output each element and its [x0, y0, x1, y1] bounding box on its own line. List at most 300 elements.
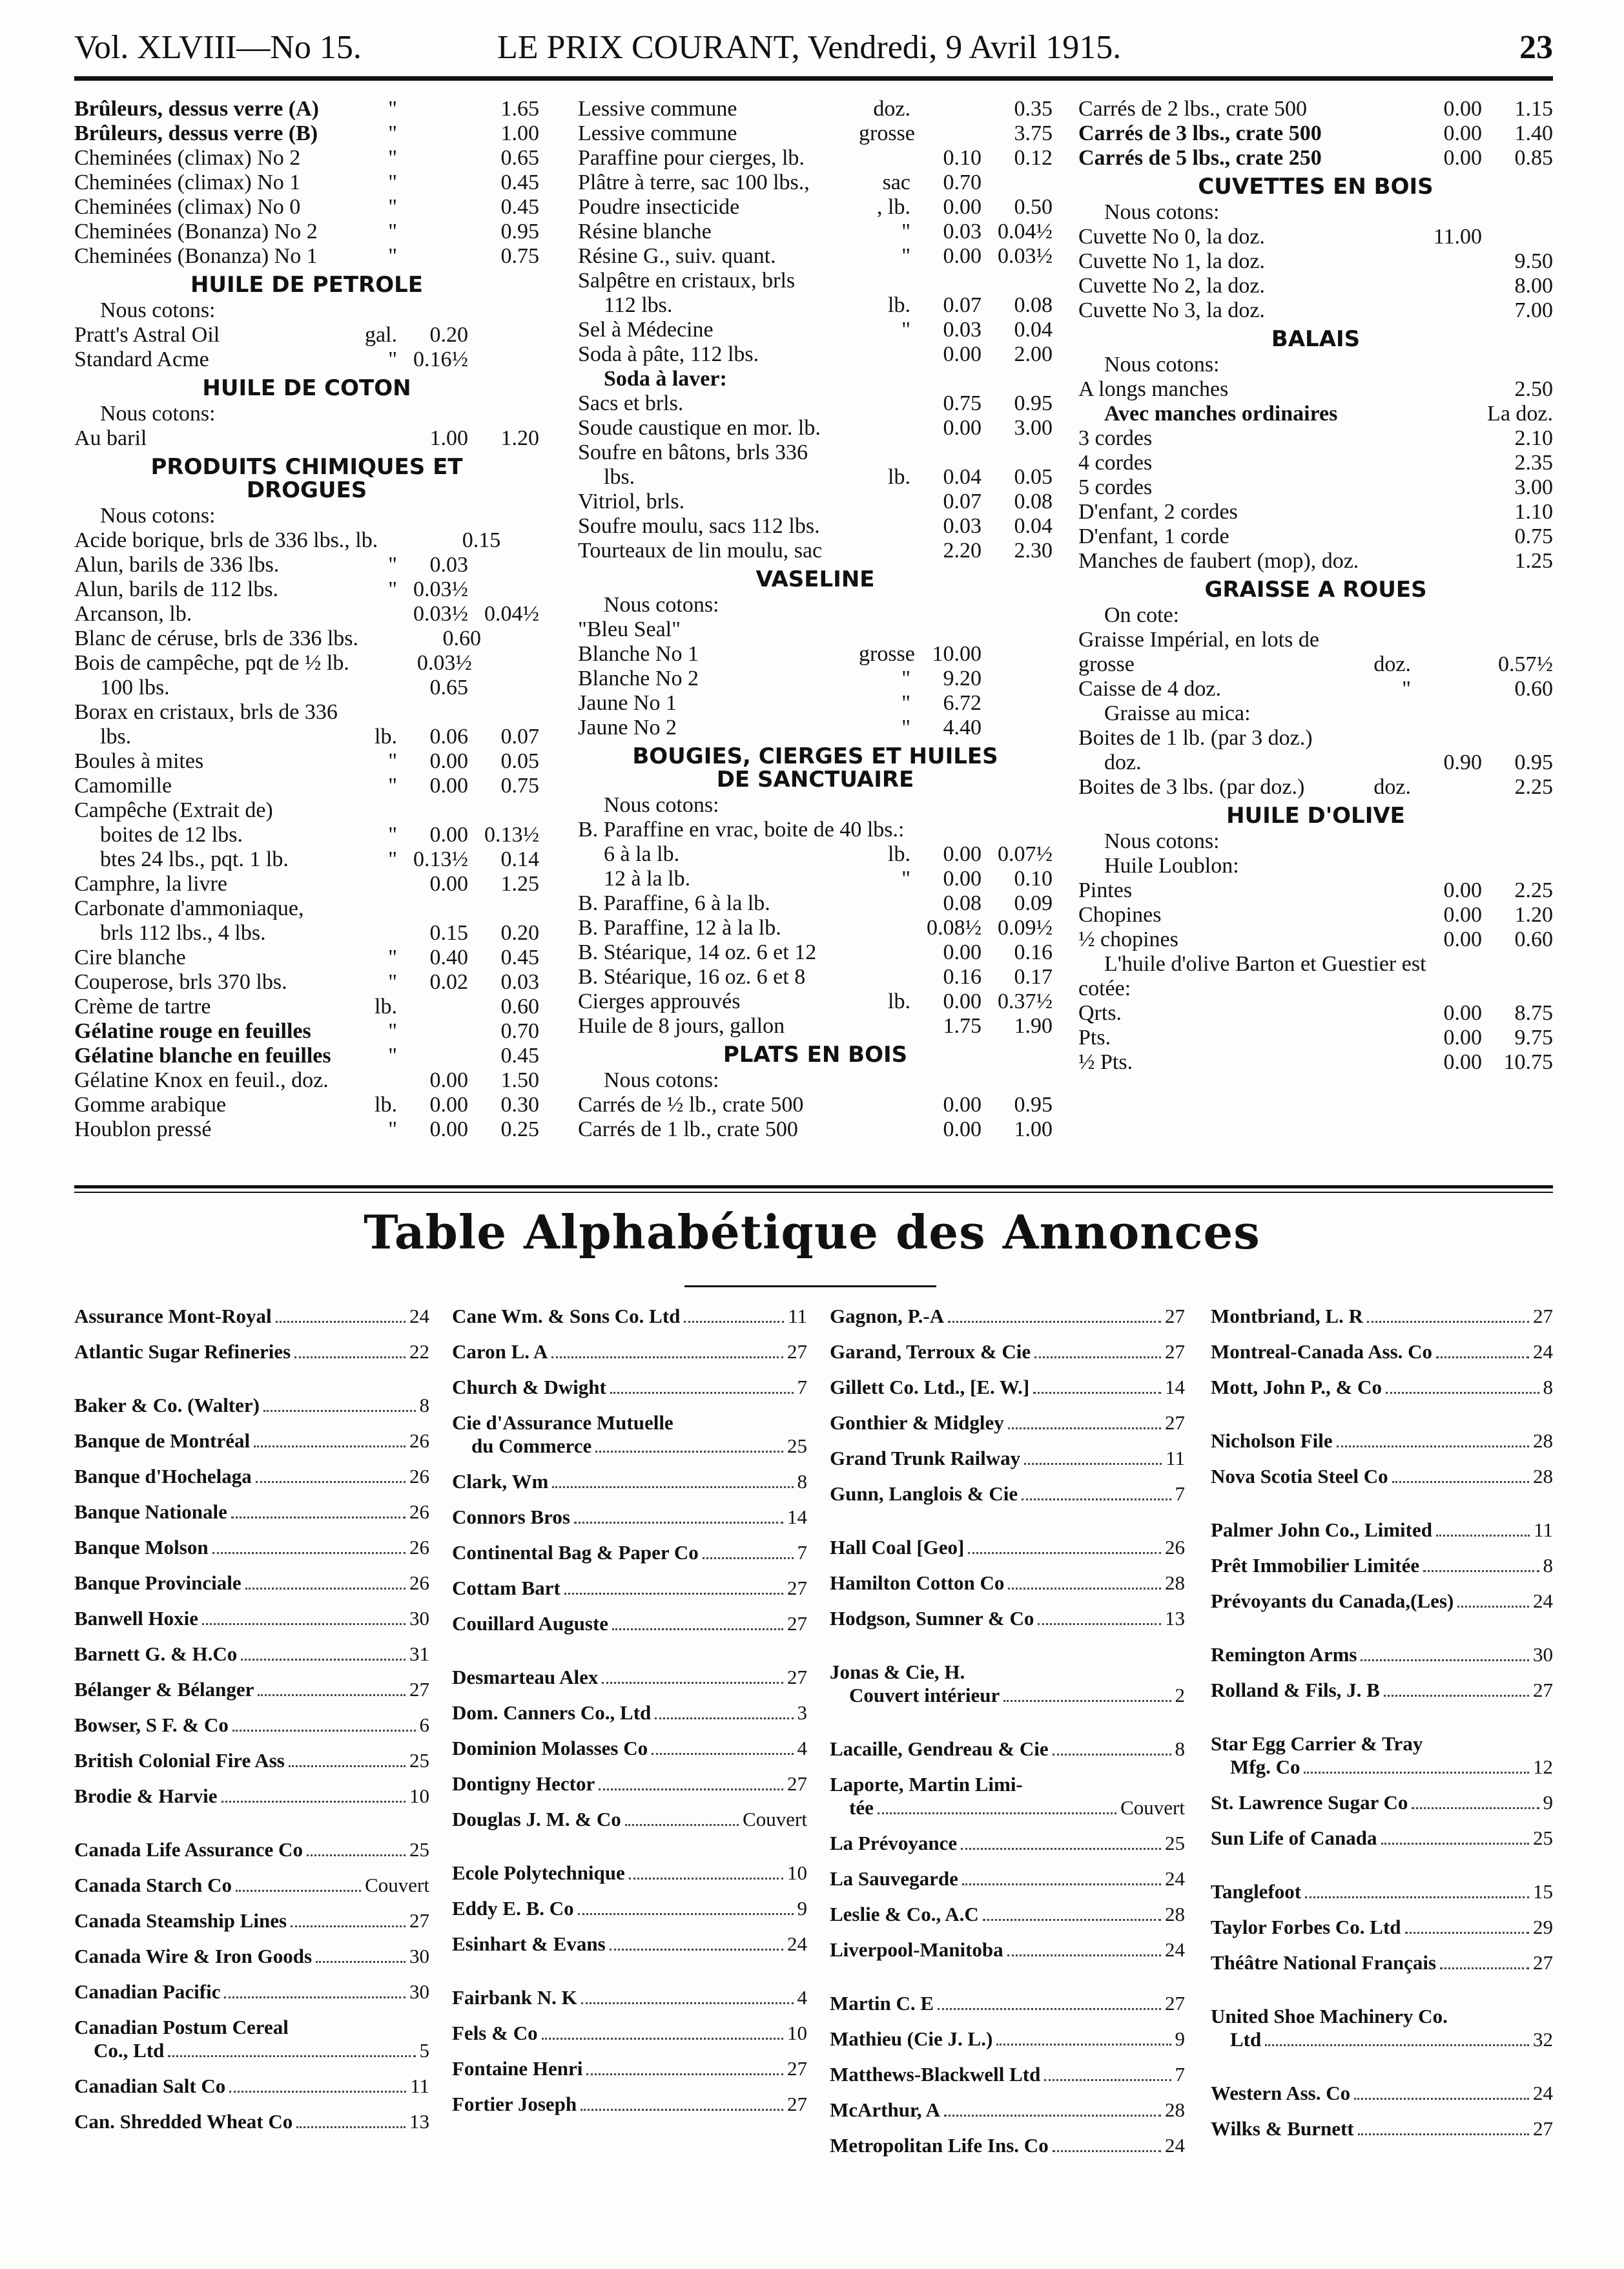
page-ref: 24	[1533, 2082, 1553, 2104]
price-row	[1078, 652, 1553, 677]
item-name: 12 à la lb.	[604, 867, 691, 891]
leader-dots	[1003, 1700, 1171, 1702]
leader-dots	[236, 1890, 361, 1892]
advertiser-name: St. Lawrence Sugar Co	[1211, 1791, 1408, 1814]
page-ref: 27	[787, 2057, 807, 2080]
index-entry	[74, 1394, 429, 1417]
leader-dots	[944, 2115, 1161, 2117]
price-high: 0.65	[500, 146, 539, 170]
price-high: 0.08	[1014, 490, 1053, 513]
page-ref: 28	[1165, 1903, 1185, 1925]
price-low: 0.00	[1443, 146, 1482, 170]
item-name: Acide borique, brls de 336 lbs., lb.	[74, 528, 378, 552]
price-high: 0.75	[500, 244, 539, 268]
advertiser-name: Taylor Forbes Co. Ltd	[1211, 1916, 1401, 1938]
index-entry	[830, 1607, 1185, 1630]
price-high: 10.75	[1503, 1050, 1553, 1074]
leader-dots	[1008, 1427, 1161, 1429]
item-unit: "	[388, 553, 397, 577]
leader-dots	[1053, 2150, 1161, 2152]
item-name: Résine blanche	[578, 220, 712, 243]
page-ref: 30	[1533, 1643, 1553, 1666]
page-ref: Couvert	[1120, 1796, 1185, 1819]
price-low: 0.00	[943, 1093, 982, 1117]
index-entry	[74, 1500, 429, 1524]
price-row	[578, 691, 1053, 716]
leader-dots	[294, 1356, 406, 1358]
advertiser-name: Banque Nationale	[74, 1500, 227, 1523]
index-gap	[1211, 1500, 1553, 1518]
index-title: Table Alphabétique des Annonces	[364, 1205, 1260, 1259]
index-entry	[74, 1980, 429, 2004]
advertiser-name: Banque Molson	[74, 1536, 209, 1559]
price-row	[1078, 451, 1553, 475]
advertiser-name-cont: Mfg. Co	[1230, 1756, 1300, 1778]
advertiser-name-cont: du Commerce	[471, 1435, 592, 1457]
index-entry-line	[830, 1796, 1185, 1819]
leader-dots	[703, 1557, 794, 1559]
leader-dots	[625, 1824, 739, 1826]
leader-dots	[581, 2109, 783, 2111]
item-name: Pintes	[1078, 878, 1133, 902]
index-entry	[830, 1376, 1185, 1399]
item-name: 3 cordes	[1078, 426, 1153, 450]
item-name: doz.	[1104, 751, 1142, 774]
item-name: Graisse Impérial, en lots de	[1078, 628, 1319, 652]
leader-dots	[652, 1753, 793, 1755]
item-name: Standard Acme	[74, 347, 209, 371]
price-row	[74, 1068, 539, 1093]
leader-dots	[212, 1552, 406, 1554]
index-gap	[1211, 1625, 1553, 1643]
price-high: 0.30	[500, 1093, 539, 1117]
index-entry	[1211, 1679, 1553, 1702]
price-low: 0.15	[429, 921, 468, 945]
leader-dots	[574, 1522, 783, 1524]
item-unit: lb.	[888, 293, 910, 317]
index-entry	[452, 1808, 807, 1831]
index-entry	[74, 1429, 429, 1453]
item-unit: "	[388, 97, 397, 121]
leader-dots	[221, 1801, 406, 1803]
price-row	[74, 323, 539, 347]
price-low: 0.60	[442, 627, 481, 650]
price-row	[74, 577, 539, 602]
leader-dots	[602, 1682, 783, 1684]
price-row	[578, 842, 1053, 867]
item-name: Soda à laver:	[604, 367, 727, 391]
item-name: Gélatine blanche en feuilles	[74, 1044, 331, 1068]
advertiser-name: Mathieu (Cie J. L.)	[830, 2027, 993, 2050]
advertiser-name: Brodie & Harvie	[74, 1785, 218, 1807]
index-entry	[1211, 2005, 1553, 2051]
page-ref: 8	[797, 1470, 807, 1493]
price-row	[1078, 298, 1553, 323]
page-ref: 15	[1533, 1880, 1553, 1903]
price-high: 0.04½	[484, 602, 539, 626]
item-unit: grosse	[859, 642, 915, 666]
item-unit: "	[901, 667, 910, 690]
price-row	[1078, 775, 1553, 800]
item-name: Jaune No 1	[578, 691, 677, 715]
item-name: Blanche No 1	[578, 642, 699, 666]
page-ref: 24	[1165, 1938, 1185, 1961]
index-entry	[74, 1785, 429, 1808]
item-name: Cuvette No 1, la doz.	[1078, 249, 1265, 273]
price-high: 0.85	[1514, 146, 1553, 170]
advertiser-name: Continental Bag & Paper Co	[452, 1541, 699, 1564]
item-name: Blanche No 2	[578, 667, 699, 690]
page-ref: 30	[409, 1980, 429, 2003]
price-row	[74, 553, 539, 577]
index-entry	[452, 1340, 807, 1363]
index-entry	[830, 2063, 1185, 2086]
index-entry	[452, 1612, 807, 1635]
price-low: 0.03½	[416, 651, 472, 675]
advertiser-name: United Shoe Machinery Co.	[1211, 2005, 1448, 2027]
item-name: Couperose, brls 370 lbs.	[74, 970, 287, 994]
item-name: Carrés de ½ lb., crate 500	[578, 1093, 804, 1117]
item-name: Poudre insecticide	[578, 195, 740, 219]
advertiser-name: Mott, John P., & Co	[1211, 1376, 1382, 1398]
page-ref: 27	[1533, 1679, 1553, 1701]
index-entry	[830, 1832, 1185, 1855]
leader-dots	[996, 2044, 1171, 2046]
item-unit: "	[388, 970, 397, 994]
price-high: 1.65	[500, 97, 539, 121]
price-row	[74, 749, 539, 774]
page-ref: 27	[787, 1612, 807, 1635]
price-row	[74, 970, 539, 995]
price-high: 9.75	[1514, 1026, 1553, 1050]
page-ref: 24	[1533, 1340, 1553, 1363]
price-low: 0.00	[1443, 97, 1482, 121]
page-ref: 27	[409, 1678, 429, 1701]
index-entry	[452, 1861, 807, 1885]
page-ref: 26	[409, 1536, 429, 1559]
advertiser-name: Remington Arms	[1211, 1643, 1357, 1666]
leader-dots	[610, 1949, 783, 1951]
index-entry	[74, 1305, 429, 1328]
item-name: Blanc de céruse, brls de 336 lbs.	[74, 627, 358, 650]
price-row	[74, 1044, 539, 1068]
price-high: 0.03	[500, 970, 539, 994]
price-high: 0.09	[1014, 891, 1053, 915]
advertiser-name: Prêt Immobilier Limitée	[1211, 1554, 1420, 1577]
advertiser-name: Martin C. E	[830, 1992, 934, 2015]
item-name: 112 lbs.	[604, 293, 673, 317]
index-entry	[452, 1772, 807, 1796]
index-entry	[452, 1986, 807, 2009]
item-name: 100 lbs.	[100, 676, 170, 699]
price-low: 0.00	[943, 940, 982, 964]
subheading-note: Nous cotons:	[100, 298, 216, 322]
price-high: 3.75	[1014, 121, 1053, 145]
index-entry	[830, 1305, 1185, 1328]
item-unit: "	[901, 867, 910, 891]
leader-dots	[655, 1717, 793, 1719]
page-ref: 10	[787, 2022, 807, 2044]
advertiser-name: Canada Starch Co	[74, 1874, 232, 1896]
item-name: Cheminées (Bonanza) No 2	[74, 220, 318, 243]
price-high: 2.30	[1014, 539, 1053, 563]
page-ref: 26	[409, 1571, 429, 1594]
page-ref: 10	[787, 1861, 807, 1884]
index-entry	[830, 2134, 1185, 2157]
advertiser-name: Atlantic Sugar Refineries	[74, 1340, 291, 1363]
index-entry	[830, 1340, 1185, 1363]
item-name: D'enfant, 2 cordes	[1078, 500, 1238, 524]
price-low: 0.13½	[413, 847, 468, 871]
index-entry	[1211, 1827, 1553, 1850]
item-name: Résine G., suiv. quant.	[578, 244, 776, 268]
advertiser-name-cont: Co., Ltd	[94, 2039, 165, 2062]
price-high: 0.60	[1514, 927, 1553, 951]
index-entry	[1211, 1791, 1553, 1814]
advertiser-name: Caron L. A	[452, 1340, 548, 1363]
leader-dots	[1304, 1772, 1529, 1774]
item-name: Soufre moulu, sacs 112 lbs.	[578, 514, 820, 538]
price-low: 0.00	[1443, 927, 1482, 951]
item-name: Borax en cristaux, brls de 336	[74, 700, 338, 724]
index-entry	[830, 1536, 1185, 1559]
price-row	[1078, 903, 1553, 927]
price-row	[578, 367, 1053, 391]
advertiser-name: Palmer John Co., Limited	[1211, 1518, 1432, 1541]
item-name: Sel à Médecine	[578, 318, 714, 342]
item-unit: "	[388, 220, 397, 243]
price-low: 0.02	[429, 970, 468, 994]
price-low: 1.00	[429, 426, 468, 450]
price-high: 2.25	[1514, 775, 1553, 799]
price-low: 1.75	[943, 1014, 982, 1038]
leader-dots	[258, 1694, 406, 1696]
price-row	[74, 220, 539, 244]
price-low: 0.90	[1443, 751, 1482, 774]
advertiser-name: Dom. Canners Co., Ltd	[452, 1701, 652, 1724]
price-row	[1078, 977, 1553, 1001]
page-ref: 28	[1165, 2098, 1185, 2121]
subheading-note: Nous cotons:	[604, 593, 719, 617]
leader-dots	[542, 2038, 783, 2040]
price-high: 0.07½	[998, 842, 1053, 866]
leader-dots	[938, 2008, 1161, 2010]
advertiser-name: Hodgson, Sumner & Co	[830, 1607, 1034, 1630]
price-row	[74, 921, 539, 946]
item-name: Houblon pressé	[74, 1117, 212, 1141]
price-column-2	[578, 97, 1053, 1142]
item-name: Lessive commune	[578, 97, 737, 121]
advertiser-name-cont: tée	[849, 1796, 874, 1819]
price-row	[1078, 225, 1553, 249]
price-row	[74, 774, 539, 798]
leader-dots	[983, 1919, 1161, 1921]
price-row	[578, 1014, 1053, 1039]
index-entry	[74, 1536, 429, 1559]
item-name: Camphre, la livre	[74, 872, 227, 896]
index-entry	[1211, 1554, 1553, 1577]
item-name: Cheminées (climax) No 2	[74, 146, 301, 170]
item-unit: "	[388, 146, 397, 170]
price-high: 0.03½	[998, 244, 1053, 268]
item-name: Paraffine pour cierges, lb.	[578, 146, 805, 170]
item-name: Cheminées (Bonanza) No 1	[74, 244, 318, 268]
price-row	[578, 121, 1053, 146]
price-high: 9.50	[1514, 249, 1553, 273]
index-entry	[830, 1482, 1185, 1506]
leader-dots	[1412, 1807, 1539, 1809]
item-name: Soda à pâte, 112 lbs.	[578, 342, 759, 366]
price-row	[578, 818, 1053, 842]
leader-dots	[551, 1356, 783, 1358]
index-column-4	[1211, 1305, 1553, 2153]
index-gap	[74, 1820, 429, 1838]
item-unit: lb.	[375, 995, 397, 1019]
item-name: Gomme arabique	[74, 1093, 227, 1117]
leader-dots	[1440, 1967, 1529, 1969]
index-column-1	[74, 1305, 429, 2146]
index-entry	[830, 1661, 1185, 1707]
leader-dots	[1034, 1356, 1161, 1358]
advertiser-name: Rolland & Fils, J. B	[1211, 1679, 1380, 1701]
price-row	[1078, 475, 1553, 500]
leader-dots	[599, 1788, 783, 1790]
index-entry	[452, 1376, 807, 1399]
price-low: 0.65	[429, 676, 468, 699]
item-name: Jaune No 2	[578, 716, 677, 740]
item-unit: "	[388, 774, 397, 798]
price-row	[74, 700, 539, 725]
item-unit: lb.	[375, 725, 397, 749]
item-name: Bois de campêche, pqt de ½ lb.	[74, 651, 349, 675]
price-high: 0.45	[500, 171, 539, 194]
title-underline	[684, 1285, 936, 1287]
price-row	[74, 195, 539, 220]
page-ref: 30	[409, 1607, 429, 1630]
item-name: B. Paraffine, 6 à la lb.	[578, 891, 770, 915]
advertiser-name: Laporte, Martin Limi-	[830, 1773, 1023, 1796]
price-row	[578, 891, 1053, 916]
price-high: 0.09½	[998, 916, 1053, 940]
price-column-3	[1078, 97, 1553, 1075]
price-low: 0.16	[943, 965, 982, 989]
price-row	[1078, 628, 1553, 652]
page-ref: 11	[1534, 1518, 1553, 1541]
item-name: Cierges approuvés	[578, 989, 741, 1013]
item-name: 6 à la lb.	[604, 842, 680, 866]
index-entry-line	[1211, 1756, 1553, 1779]
page-header	[74, 25, 1553, 81]
price-high: 1.50	[500, 1068, 539, 1092]
page-ref: 24	[409, 1305, 429, 1327]
item-name: A longs manches	[1078, 377, 1229, 401]
index-entry	[1211, 1465, 1553, 1488]
page-ref: 27	[787, 1577, 807, 1599]
page-ref: 27	[787, 1772, 807, 1795]
page-ref: 24	[1165, 1867, 1185, 1890]
advertiser-name: Garand, Terroux & Cie	[830, 1340, 1031, 1363]
advertiser-name: Star Egg Carrier & Tray	[1211, 1732, 1423, 1755]
index-entry	[1211, 1732, 1553, 1779]
index-entry	[830, 1447, 1185, 1470]
page-ref: 24	[1533, 1590, 1553, 1612]
price-low: 0.00	[943, 1117, 982, 1141]
section-heading: CUVETTES EN BOIS	[1198, 174, 1434, 200]
item-name: Pratt's Astral Oil	[74, 323, 220, 347]
item-name: Pts.	[1078, 1026, 1111, 1050]
advertiser-name: Liverpool-Manitoba	[830, 1938, 1003, 1961]
page-ref: 28	[1165, 1571, 1185, 1594]
item-name: Carbonate d'ammoniaque,	[74, 896, 304, 920]
price-row	[578, 440, 1053, 465]
advertiser-name: Canada Life Assurance Co	[74, 1838, 303, 1861]
leader-dots	[1044, 2079, 1171, 2081]
page-ref: 11	[410, 2075, 429, 2097]
price-row	[74, 528, 539, 553]
price-low: 0.70	[943, 171, 982, 194]
item-unit: lb.	[888, 989, 910, 1013]
index-entry	[1211, 1880, 1553, 1903]
item-name: 5 cordes	[1078, 475, 1153, 499]
leader-dots	[289, 1765, 406, 1767]
price-high: 2.25	[1514, 878, 1553, 902]
price-high: 0.95	[1514, 751, 1553, 774]
advertiser-name: Wilks & Burnett	[1211, 2117, 1354, 2140]
index-gap	[1211, 1987, 1553, 2005]
index-entry	[74, 2075, 429, 2098]
index-entry	[1211, 1590, 1553, 1613]
advertiser-name: Dominion Molasses Co	[452, 1737, 648, 1759]
price-row	[578, 293, 1053, 318]
advertiser-name: Montreal-Canada Ass. Co	[1211, 1340, 1433, 1363]
page-ref: 26	[409, 1465, 429, 1487]
item-name: lbs.	[100, 725, 132, 749]
leader-dots	[1457, 1606, 1529, 1608]
advertiser-name: Couillard Auguste	[452, 1612, 609, 1635]
leader-dots	[595, 1451, 783, 1453]
leader-dots	[1024, 1463, 1162, 1465]
price-high: 0.35	[1014, 97, 1053, 121]
item-unit: "	[388, 946, 397, 969]
page-ref: 14	[787, 1506, 807, 1528]
price-row	[74, 1019, 539, 1044]
advertiser-name-cont: Ltd	[1230, 2028, 1262, 2051]
page-ref: 9	[1175, 2027, 1185, 2050]
price-high: 3.00	[1014, 416, 1053, 440]
price-row	[74, 426, 539, 451]
page-ref: 28	[1533, 1465, 1553, 1487]
leader-dots	[316, 1961, 406, 1963]
item-name: Alun, barils de 112 lbs.	[74, 577, 279, 601]
item-name: Gélatine Knox en feuil., doz.	[74, 1068, 329, 1092]
index-entry	[830, 2027, 1185, 2051]
price-low: 0.40	[429, 946, 468, 969]
leader-dots	[276, 1321, 406, 1323]
item-unit: "	[388, 823, 397, 847]
advertiser-name: Assurance Mont-Royal	[74, 1305, 272, 1327]
page-ref: 8	[1543, 1554, 1553, 1577]
volume-number: Vol. XLVIII—No 15.	[74, 29, 362, 66]
index-entry	[1211, 2082, 1553, 2105]
price-row	[578, 916, 1053, 940]
price-row	[1078, 524, 1553, 549]
price-high: 0.57½	[1498, 652, 1553, 676]
advertiser-name: Eddy E. B. Co	[452, 1897, 574, 1920]
item-unit: "	[388, 1044, 397, 1068]
item-unit: "	[388, 121, 397, 145]
price-low: 0.00	[1443, 121, 1482, 145]
price-low: 0.16½	[413, 347, 468, 371]
